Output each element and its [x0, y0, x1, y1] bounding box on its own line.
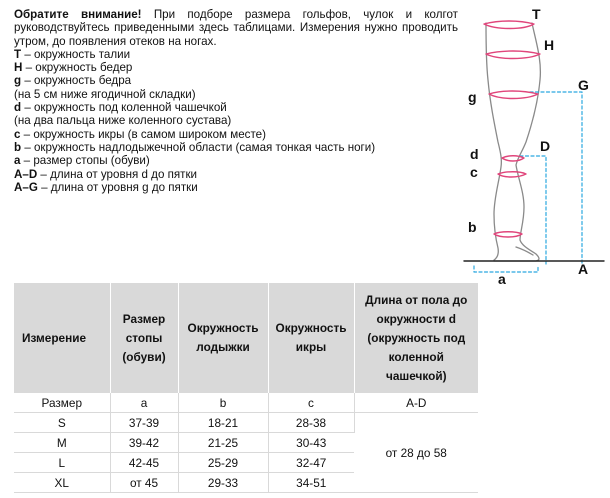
table-subheader-row [14, 393, 478, 413]
legend-key: A–G [14, 180, 38, 194]
legend-text: – окружность талии [21, 47, 131, 61]
legend-text: (на два пальца ниже коленного сустава) [14, 114, 232, 128]
dashed-line-G [530, 92, 582, 264]
label-b: b [468, 219, 477, 235]
legend-key: b [14, 140, 22, 154]
attention-heading: Обратите внимание! [14, 8, 142, 21]
legend-key: A–D [14, 167, 38, 181]
subheader-c: c [268, 393, 354, 413]
header-calf: Окружность икры [268, 283, 354, 393]
cell-b: 18-21 [178, 413, 268, 433]
legend-item [14, 101, 458, 114]
legend-key: g [14, 74, 22, 88]
header-foot-size: Размер стопы (обуви) [110, 283, 178, 393]
attention-paragraph [14, 8, 458, 48]
cell-ad-value: от 28 до 58 [354, 413, 478, 493]
legend-text: – окружность надлодыжечной области (самая тонкая часть ноги) [21, 140, 376, 154]
instructions-block [14, 8, 458, 194]
cell-a: от 45 [110, 473, 178, 493]
label-T: T [532, 6, 541, 22]
table-body [14, 393, 478, 493]
label-H: H [544, 37, 555, 53]
cell-size: S [14, 413, 110, 433]
label-a: a [498, 271, 506, 287]
subheader-b: b [178, 393, 268, 413]
legend-key: T [14, 47, 22, 61]
leg-measurement-diagram [454, 2, 610, 292]
cell-c: 32-47 [268, 453, 354, 473]
legend-item [14, 168, 458, 181]
label-d: d [470, 146, 479, 162]
leg-outline-back [486, 23, 501, 260]
cell-a: 39-42 [110, 433, 178, 453]
legend-text: – окружность под коленной чашечкой [21, 101, 227, 115]
header-measurement: Измерение [14, 283, 110, 393]
band-c [498, 172, 526, 177]
cell-b: 29-33 [178, 473, 268, 493]
cell-a: 42-45 [110, 453, 178, 473]
legend-key: a [14, 154, 21, 168]
cell-b: 25-29 [178, 453, 268, 473]
header-ankle: Окружность лодыжки [178, 283, 268, 393]
legend-item [14, 141, 458, 154]
label-G: G [578, 77, 589, 93]
legend-item [14, 88, 458, 101]
subheader-size: Размер [14, 393, 110, 413]
cell-a: 37-39 [110, 413, 178, 433]
cell-b: 21-25 [178, 433, 268, 453]
table-header-row [14, 283, 478, 393]
band-H [486, 51, 540, 59]
table-row [14, 413, 478, 433]
band-T [484, 21, 534, 29]
cell-c: 28-38 [268, 413, 354, 433]
measurement-legend [14, 48, 458, 194]
legend-item [14, 128, 458, 141]
legend-text: – размер стопы (обуви) [20, 154, 150, 168]
label-c: c [470, 164, 478, 180]
header-length-ad: Длина от пола до окружности d (окружность под коленной чашечкой) [354, 283, 478, 393]
legend-item [14, 181, 458, 194]
legend-item [14, 74, 458, 87]
band-b [494, 232, 522, 237]
label-A: A [578, 261, 589, 277]
legend-text: – длина от уровня g до пятки [37, 180, 198, 194]
legend-key: d [14, 101, 22, 115]
legend-text: – окружность икры (в самом широком месте) [20, 127, 266, 141]
band-g [489, 91, 538, 99]
legend-text: – окружность бедра [21, 74, 132, 88]
legend-item [14, 61, 458, 74]
legend-text: – окружность бедер [22, 61, 133, 75]
band-d [502, 156, 524, 161]
attention-text: При подборе размера гольфов, чулок и колгот руководствуйтесь приведенными здесь таблицами. Измерения нужно проводить утром, до появления отеков на ногах. [14, 8, 458, 48]
legend-key: c [14, 127, 21, 141]
subheader-a: a [110, 393, 178, 413]
size-table [14, 283, 478, 493]
label-g: g [468, 89, 477, 105]
legend-text: – длина от уровня d до пятки [37, 167, 198, 181]
cell-c: 34-51 [268, 473, 354, 493]
legend-text: (на 5 см ниже ягодичной складки) [14, 87, 196, 101]
label-D: D [540, 138, 551, 154]
legend-item [14, 114, 458, 127]
subheader-ad: A-D [354, 393, 478, 413]
cell-size: XL [14, 473, 110, 493]
legend-item [14, 154, 458, 167]
cell-size: L [14, 453, 110, 473]
legend-item [14, 48, 458, 61]
cell-c: 30-43 [268, 433, 354, 453]
dashed-line-a [474, 266, 538, 272]
cell-size: M [14, 433, 110, 453]
legend-key: H [14, 61, 23, 75]
